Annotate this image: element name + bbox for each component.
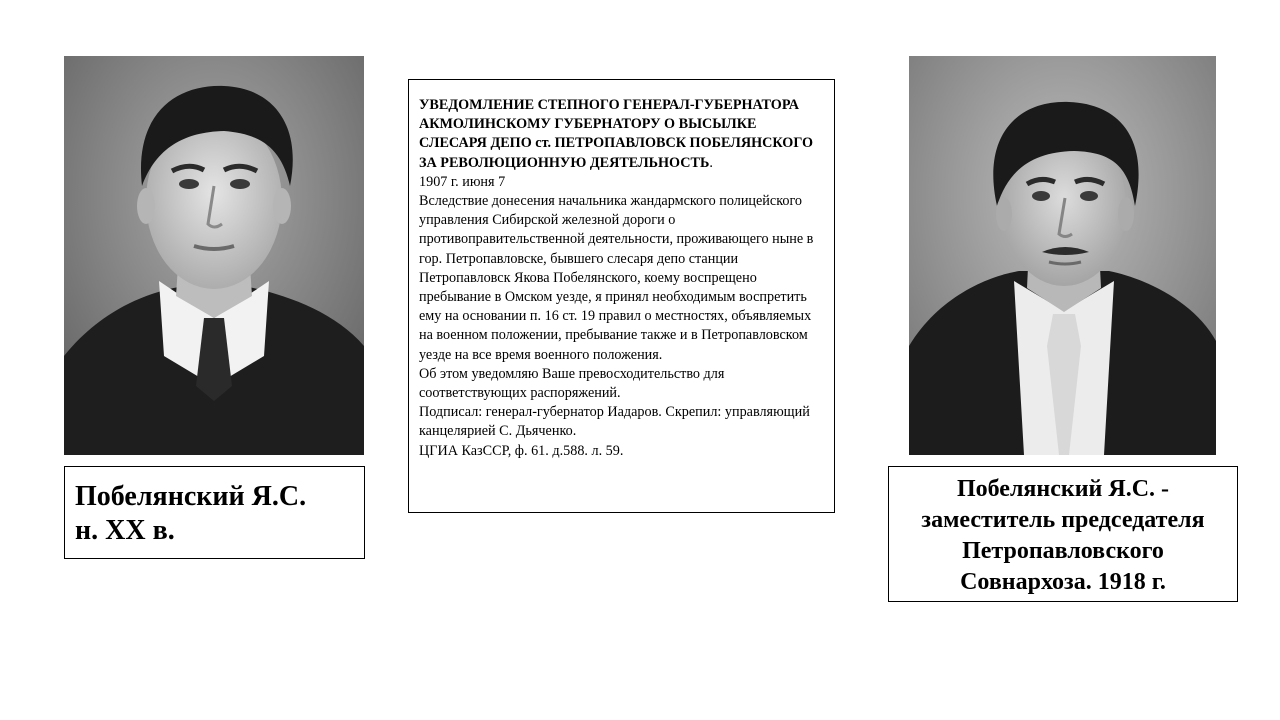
caption-right-position: заместитель председателя (921, 507, 1205, 533)
portrait-illustration-left (64, 56, 364, 455)
caption-right-date: Совнархоза. 1918 г. (960, 569, 1166, 595)
caption-right (888, 466, 1238, 602)
document-date: 1907 г. июня 7 (419, 173, 506, 190)
caption-left-date: н. XX в. (75, 515, 175, 546)
portrait-photo-left (64, 56, 364, 455)
document-notice: Об этом уведомляю Ваше превосходительство для соответствующих распоряжений. (419, 365, 725, 402)
document-title: УВЕДОМЛЕНИЕ СТЕПНОГО ГЕНЕРАЛ-ГУБЕРНАТОРА АКМОЛИНСКОМУ ГУБЕРНАТОРУ О ВЫСЫЛКЕ СЛЕСАРЯ ДЕПО ст. ПЕТРОПАВЛОВСК ПОБЕЛЯНСКОГО ЗА РЕВОЛЮЦИОННУЮ ДЕЯТЕЛЬНОСТЬ (419, 97, 814, 171)
caption-left (64, 466, 365, 559)
caption-left-name: Побелянский Я.С. (75, 481, 307, 512)
portrait-illustration-right (909, 56, 1216, 455)
archival-document (408, 79, 835, 513)
document-archive-reference: ЦГИА КазССР, ф. 61. д.588. л. 59. (419, 442, 624, 459)
document-signature: Подписал: генерал-губернатор Иадаров. Скрепил: управляющий канцелярией С. Дьяченко. (419, 404, 810, 440)
caption-right-name: Побелянский Я.С. - (956, 476, 1170, 502)
caption-right-organization: Петропавловского (962, 538, 1164, 564)
document-title-period: . (709, 154, 713, 171)
document-body: Вследствие донесения начальника жандармского полицейского управления Сибирской железной дороги о противоправительственной деятельности, проживающего ныне в гор. Петропавловске, бывшего слесаря депо станции Петропавловск Якова Побелянского, коему воспрещено пребывание в Омском уезде, я принял необходимым воспретить ему на основании п. 16 ст. 19 правил о местностях, объявляемых на военном положении, пребывание также и в Петропавловском уезде на все время военного положения. (419, 193, 814, 363)
portrait-photo-right (909, 56, 1216, 455)
